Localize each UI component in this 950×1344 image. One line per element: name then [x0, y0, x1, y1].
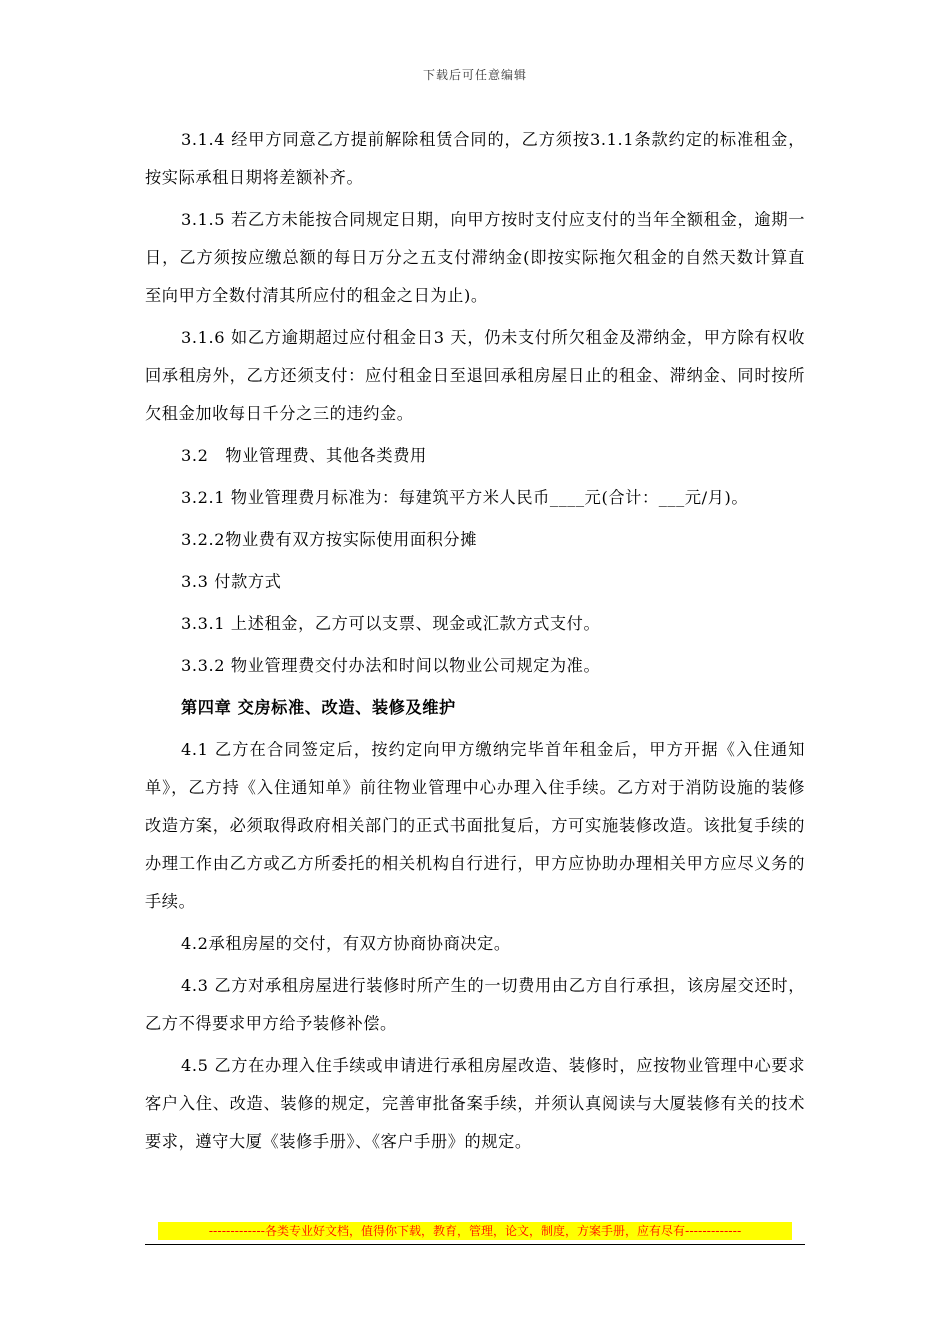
paragraph-4-5: 4.5 乙方在办理入住手续或申请进行承租房屋改造、装修时，应按物业管理中心要求客户入住、改造、装修的规定，完善审批备案手续，并须认真阅读与大厦装修有关的技术要求，遵守大厦《装修手册》、《客户手册》的规定。: [145, 1056, 805, 1151]
paragraph-3-2-1: 3.2.1 物业管理费月标准为：每建筑平方米人民币____元(合计：___元/月)。: [181, 488, 749, 507]
section-3-2-title: 3.2 物业管理费、其他各类费用: [181, 446, 427, 465]
paragraph-4-3: 4.3 乙方对承租房屋进行装修时所产生的一切费用由乙方自行承担，该房屋交还时，乙方不得要求甲方给予装修补偿。: [145, 976, 805, 1033]
footer-divider: [145, 1244, 805, 1245]
paragraph-3-1-5: 3.1.5 若乙方未能按合同规定日期，向甲方按时支付应支付的当年全额租金，逾期一日，乙方须按应缴总额的每日万分之五支付滞纳金(即按实际拖欠租金的自然天数计算直至向甲方全数付清其所应付的租金之日为止)。: [145, 210, 805, 305]
paragraph-3-2-2: 3.2.2物业费有双方按实际使用面积分摊: [181, 530, 477, 549]
document-body: [145, 121, 805, 1161]
paragraph-4-1: 4.1 乙方在合同签定后，按约定向甲方缴纳完毕首年租金后，甲方开据《入住通知单》，乙方持《入住通知单》前往物业管理中心办理入住手续。乙方对于消防设施的装修改造方案，必须取得政府相关部门的正式书面批复后，方可实施装修改造。该批复手续的办理工作由乙方或乙方所委托的相关机构自行进行，甲方应协助办理相关甲方应尽义务的手续。: [145, 740, 805, 911]
paragraph-3-1-4: 3.1.4 经甲方同意乙方提前解除租赁合同的，乙方须按3.1.1条款约定的标准租金，按实际承租日期将差额补齐。: [145, 130, 805, 187]
page-header: 下载后可任意编辑: [422, 68, 527, 82]
section-3-3-title: 3.3 付款方式: [181, 572, 282, 591]
paragraph-3-3-2: 3.3.2 物业管理费交付办法和时间以物业公司规定为准。: [181, 656, 601, 675]
chapter-4-heading: 第四章 交房标准、改造、装修及维护: [181, 698, 456, 717]
paragraph-4-2: 4.2承租房屋的交付，有双方协商协商决定。: [181, 934, 511, 953]
paragraph-3-1-6: 3.1.6 如乙方逾期超过应付租金日3 天，仍未支付所欠租金及滞纳金，甲方除有权收回承租房外，乙方还须支付：应付租金日至退回承租房屋日止的租金、滞纳金、同时按所欠租金加收每日千分之三的违约金。: [145, 328, 805, 423]
footer-banner: -------------各类专业好文档，值得你下载，教育，管理，论文，制度，方案手册，应有尽有-------------: [158, 1222, 792, 1240]
paragraph-3-3-1: 3.3.1 上述租金，乙方可以支票、现金或汇款方式支付。: [181, 614, 601, 633]
